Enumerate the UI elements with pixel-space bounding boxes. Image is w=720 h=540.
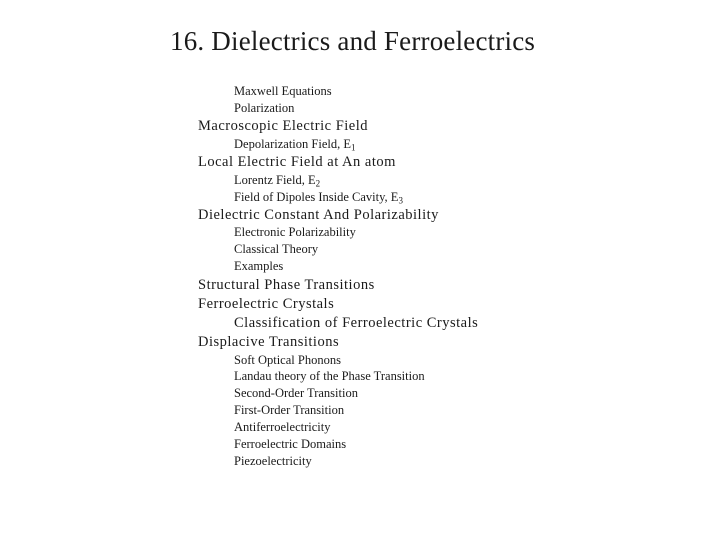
subscript-1: 1: [350, 142, 356, 153]
item-classification: Classification of Ferroelectric Crystals: [234, 315, 479, 331]
item-examples: Examples: [234, 259, 284, 273]
section-displacive-transitions: Displacive Transitions: [198, 334, 340, 350]
item-depolarization-field: [234, 136, 355, 152]
item-landau-theory: Landau theory of the Phase Transition: [234, 369, 425, 383]
subscript-3: 3: [398, 195, 403, 206]
item-polarization: Polarization: [234, 101, 295, 115]
item-lorentz-field: [234, 172, 320, 188]
item-depolarization-label: Depolarization Field, E: [234, 137, 351, 151]
item-piezoelectricity: Piezoelectricity: [234, 454, 312, 468]
page-title: 16. Dielectrics and Ferroelectrics: [170, 26, 536, 56]
item-lorentz-label: Lorentz Field, E: [234, 173, 316, 187]
item-ferroelectric-domains: Ferroelectric Domains: [234, 437, 347, 451]
item-first-order-transition: First-Order Transition: [234, 403, 345, 417]
section-structural-transitions: Structural Phase Transitions: [198, 277, 375, 293]
item-dipoles-cavity-label: Field of Dipoles Inside Cavity, E: [234, 190, 399, 204]
section-dielectric-constant: Dielectric Constant And Polarizability: [198, 207, 439, 223]
item-classical-theory: Classical Theory: [234, 242, 319, 256]
item-second-order-transition: Second-Order Transition: [234, 386, 358, 400]
section-macroscopic-field: Macroscopic Electric Field: [198, 118, 369, 134]
item-electronic-polarizability: Electronic Polarizability: [234, 225, 356, 239]
section-local-field: Local Electric Field at An atom: [198, 154, 396, 170]
subscript-2: 2: [315, 178, 321, 189]
item-maxwell-equations: Maxwell Equations: [234, 84, 332, 98]
section-ferroelectric-crystals: Ferroelectric Crystals: [198, 296, 335, 312]
item-soft-optical-phonons: Soft Optical Phonons: [234, 353, 341, 367]
item-dipoles-cavity: [234, 189, 403, 205]
item-antiferroelectricity: Antiferroelectricity: [234, 420, 331, 434]
